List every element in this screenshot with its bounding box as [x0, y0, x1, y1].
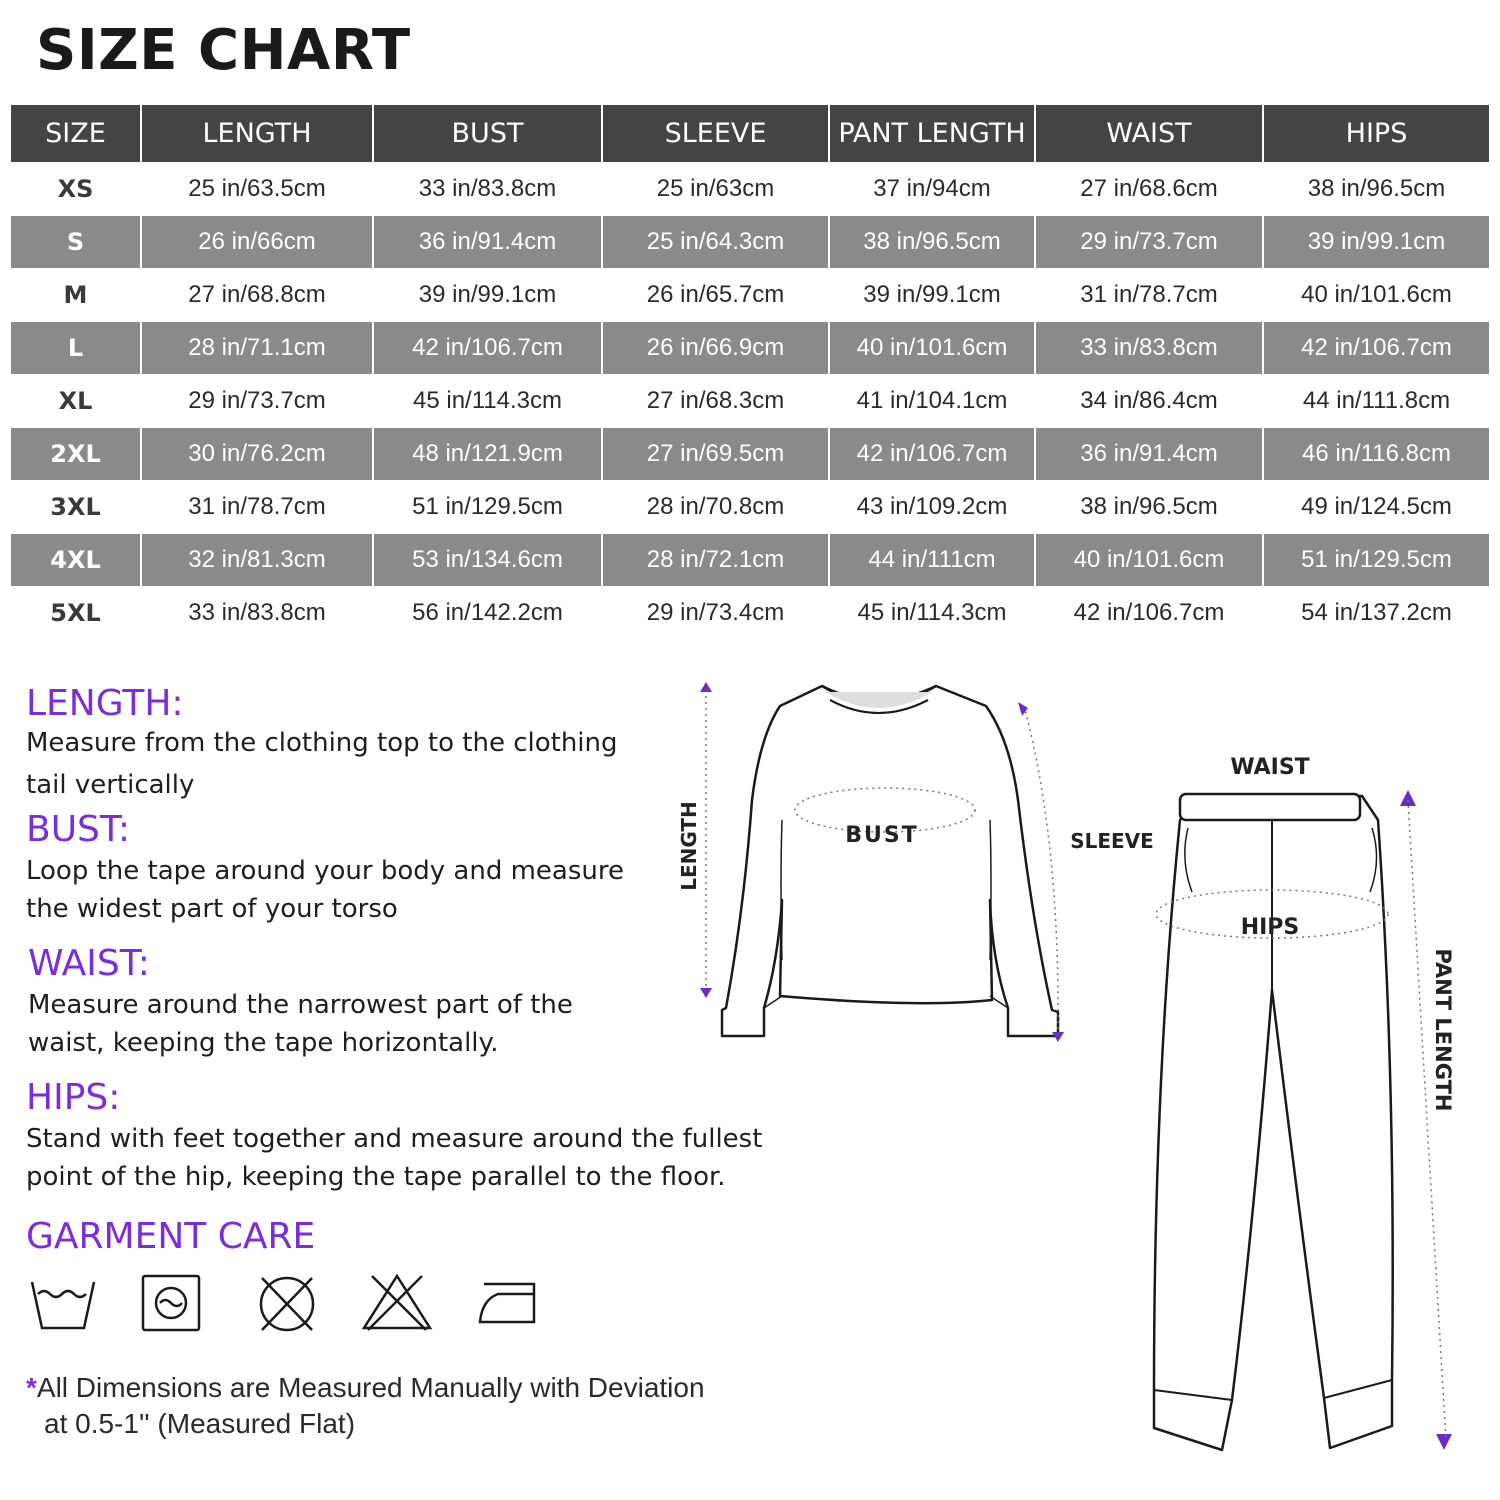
table-header-row: [11, 105, 1489, 163]
bust-text: the widest part of your torso: [26, 894, 398, 924]
measurement-cell: 26 in/66cm: [141, 216, 373, 269]
measurement-cell: 26 in/66.9cm: [602, 322, 829, 375]
measurement-cell: 29 in/73.7cm: [1035, 216, 1263, 269]
diagram-label-hips: HIPS: [1240, 915, 1300, 940]
measurement-cell: 25 in/64.3cm: [602, 216, 829, 269]
column-header: LENGTH: [141, 105, 373, 163]
measurement-cell: 51 in/129.5cm: [1263, 534, 1489, 587]
measurement-cell: 28 in/70.8cm: [602, 481, 829, 534]
size-cell: 3XL: [11, 481, 141, 534]
measurement-cell: 27 in/68.3cm: [602, 375, 829, 428]
measurement-cell: 41 in/104.1cm: [829, 375, 1035, 428]
measurement-cell: 29 in/73.7cm: [141, 375, 373, 428]
waist-text: waist, keeping the tape horizontally.: [28, 1028, 499, 1058]
measurement-cell: 28 in/71.1cm: [141, 322, 373, 375]
table-row: [11, 269, 1489, 322]
measurement-cell: 30 in/76.2cm: [141, 428, 373, 481]
column-header: BUST: [373, 105, 602, 163]
bust-definition: [26, 808, 624, 928]
measurement-cell: 53 in/134.6cm: [373, 534, 602, 587]
table-row: [11, 534, 1489, 587]
bust-heading: BUST:: [26, 809, 131, 850]
measurement-cell: 25 in/63cm: [602, 163, 829, 216]
length-text: Measure from the clothing top to the clothing: [26, 728, 618, 758]
measurement-cell: 44 in/111cm: [829, 534, 1035, 587]
waist-definition: [28, 942, 573, 1062]
measurement-cell: 43 in/109.2cm: [829, 481, 1035, 534]
measurement-cell: 39 in/99.1cm: [829, 269, 1035, 322]
do-not-bleach-icon: [360, 1272, 434, 1337]
column-header: PANT LENGTH: [829, 105, 1035, 163]
table-row: [11, 587, 1489, 640]
size-cell: 4XL: [11, 534, 141, 587]
table-row: [11, 375, 1489, 428]
hips-text: point of the hip, keeping the tape parallel to the floor.: [26, 1162, 726, 1192]
diagram-label-pant-length: PANT LENGTH: [1431, 948, 1455, 1112]
measurement-cell: 45 in/114.3cm: [829, 587, 1035, 640]
measurement-cell: 45 in/114.3cm: [373, 375, 602, 428]
measurement-cell: 37 in/94cm: [829, 163, 1035, 216]
page-title: SIZE CHART: [36, 18, 411, 83]
measurement-cell: 40 in/101.6cm: [1263, 269, 1489, 322]
table-row: [11, 481, 1489, 534]
diagram-label-bust: BUST: [845, 823, 919, 848]
measurement-cell: 25 in/63.5cm: [141, 163, 373, 216]
hand-wash-icon: [28, 1272, 98, 1337]
diagram-label-sleeve: SLEEVE: [1070, 829, 1154, 853]
measurement-cell: 34 in/86.4cm: [1035, 375, 1263, 428]
measurement-cell: 31 in/78.7cm: [1035, 269, 1263, 322]
measurement-cell: 38 in/96.5cm: [1035, 481, 1263, 534]
column-header: SLEEVE: [602, 105, 829, 163]
size-cell: L: [11, 322, 141, 375]
garment-illustration: [640, 660, 1500, 1500]
diagram-label-length: LENGTH: [677, 801, 701, 891]
measurement-cell: 42 in/106.7cm: [1035, 587, 1263, 640]
garment-care-icons: [28, 1272, 548, 1336]
measurement-cell: 54 in/137.2cm: [1263, 587, 1489, 640]
column-header: SIZE: [11, 105, 141, 163]
table-row: [11, 163, 1489, 216]
measurement-cell: 32 in/81.3cm: [141, 534, 373, 587]
diagram-label-waist: WAIST: [1230, 755, 1310, 780]
measurement-cell: 51 in/129.5cm: [373, 481, 602, 534]
garment-care-heading: GARMENT CARE: [26, 1216, 316, 1257]
measurement-cell: 42 in/106.7cm: [1263, 322, 1489, 375]
do-not-tumble-dry-icon: [254, 1272, 320, 1341]
measurement-cell: 44 in/111.8cm: [1263, 375, 1489, 428]
measurement-cell: 40 in/101.6cm: [829, 322, 1035, 375]
size-cell: 5XL: [11, 587, 141, 640]
measurement-cell: 38 in/96.5cm: [1263, 163, 1489, 216]
measurement-cell: 29 in/73.4cm: [602, 587, 829, 640]
length-text: tail vertically: [26, 770, 195, 800]
table-row: [11, 322, 1489, 375]
waist-heading: WAIST:: [28, 943, 150, 984]
footnote-line: All Dimensions are Measured Manually with Deviation: [36, 1372, 705, 1403]
measurement-cell: 56 in/142.2cm: [373, 587, 602, 640]
measurement-cell: 27 in/69.5cm: [602, 428, 829, 481]
bust-text: Loop the tape around your body and measure: [26, 856, 624, 886]
measurement-cell: 49 in/124.5cm: [1263, 481, 1489, 534]
measurement-cell: 27 in/68.6cm: [1035, 163, 1263, 216]
measurement-cell: 39 in/99.1cm: [373, 269, 602, 322]
pants-drawing: [1154, 794, 1393, 1450]
measurement-cell: 42 in/106.7cm: [829, 428, 1035, 481]
table-row: [11, 428, 1489, 481]
sweatshirt-drawing: [722, 686, 1058, 1036]
measurement-cell: 31 in/78.7cm: [141, 481, 373, 534]
measurement-cell: 38 in/96.5cm: [829, 216, 1035, 269]
column-header: WAIST: [1035, 105, 1263, 163]
size-cell: M: [11, 269, 141, 322]
measurement-cell: 33 in/83.8cm: [141, 587, 373, 640]
size-cell: XL: [11, 375, 141, 428]
length-heading: LENGTH:: [26, 683, 184, 724]
measurement-cell: 33 in/83.8cm: [373, 163, 602, 216]
measurement-cell: 36 in/91.4cm: [373, 216, 602, 269]
footnote-star: *: [26, 1372, 37, 1403]
length-definition: [26, 682, 618, 804]
size-cell: S: [11, 216, 141, 269]
measurement-cell: 40 in/101.6cm: [1035, 534, 1263, 587]
measurement-cell: 39 in/99.1cm: [1263, 216, 1489, 269]
size-cell: 2XL: [11, 428, 141, 481]
size-cell: XS: [11, 163, 141, 216]
measurement-cell: 26 in/65.7cm: [602, 269, 829, 322]
measurement-cell: 46 in/116.8cm: [1263, 428, 1489, 481]
table-row: [11, 216, 1489, 269]
measurement-cell: 33 in/83.8cm: [1035, 322, 1263, 375]
dry-clean-icon: [140, 1272, 202, 1339]
size-table: [11, 105, 1489, 639]
measurement-cell: 48 in/121.9cm: [373, 428, 602, 481]
measurement-cell: 27 in/68.8cm: [141, 269, 373, 322]
footnote-line: at 0.5-1'' (Measured Flat): [44, 1408, 356, 1439]
column-header: HIPS: [1263, 105, 1489, 163]
iron-icon: [476, 1272, 542, 1333]
measurement-cell: 36 in/91.4cm: [1035, 428, 1263, 481]
measurement-cell: 42 in/106.7cm: [373, 322, 602, 375]
hips-text: Stand with feet together and measure around the fullest: [26, 1124, 763, 1154]
waist-text: Measure around the narrowest part of the: [28, 990, 573, 1020]
measurement-cell: 28 in/72.1cm: [602, 534, 829, 587]
hips-heading: HIPS:: [26, 1077, 121, 1118]
